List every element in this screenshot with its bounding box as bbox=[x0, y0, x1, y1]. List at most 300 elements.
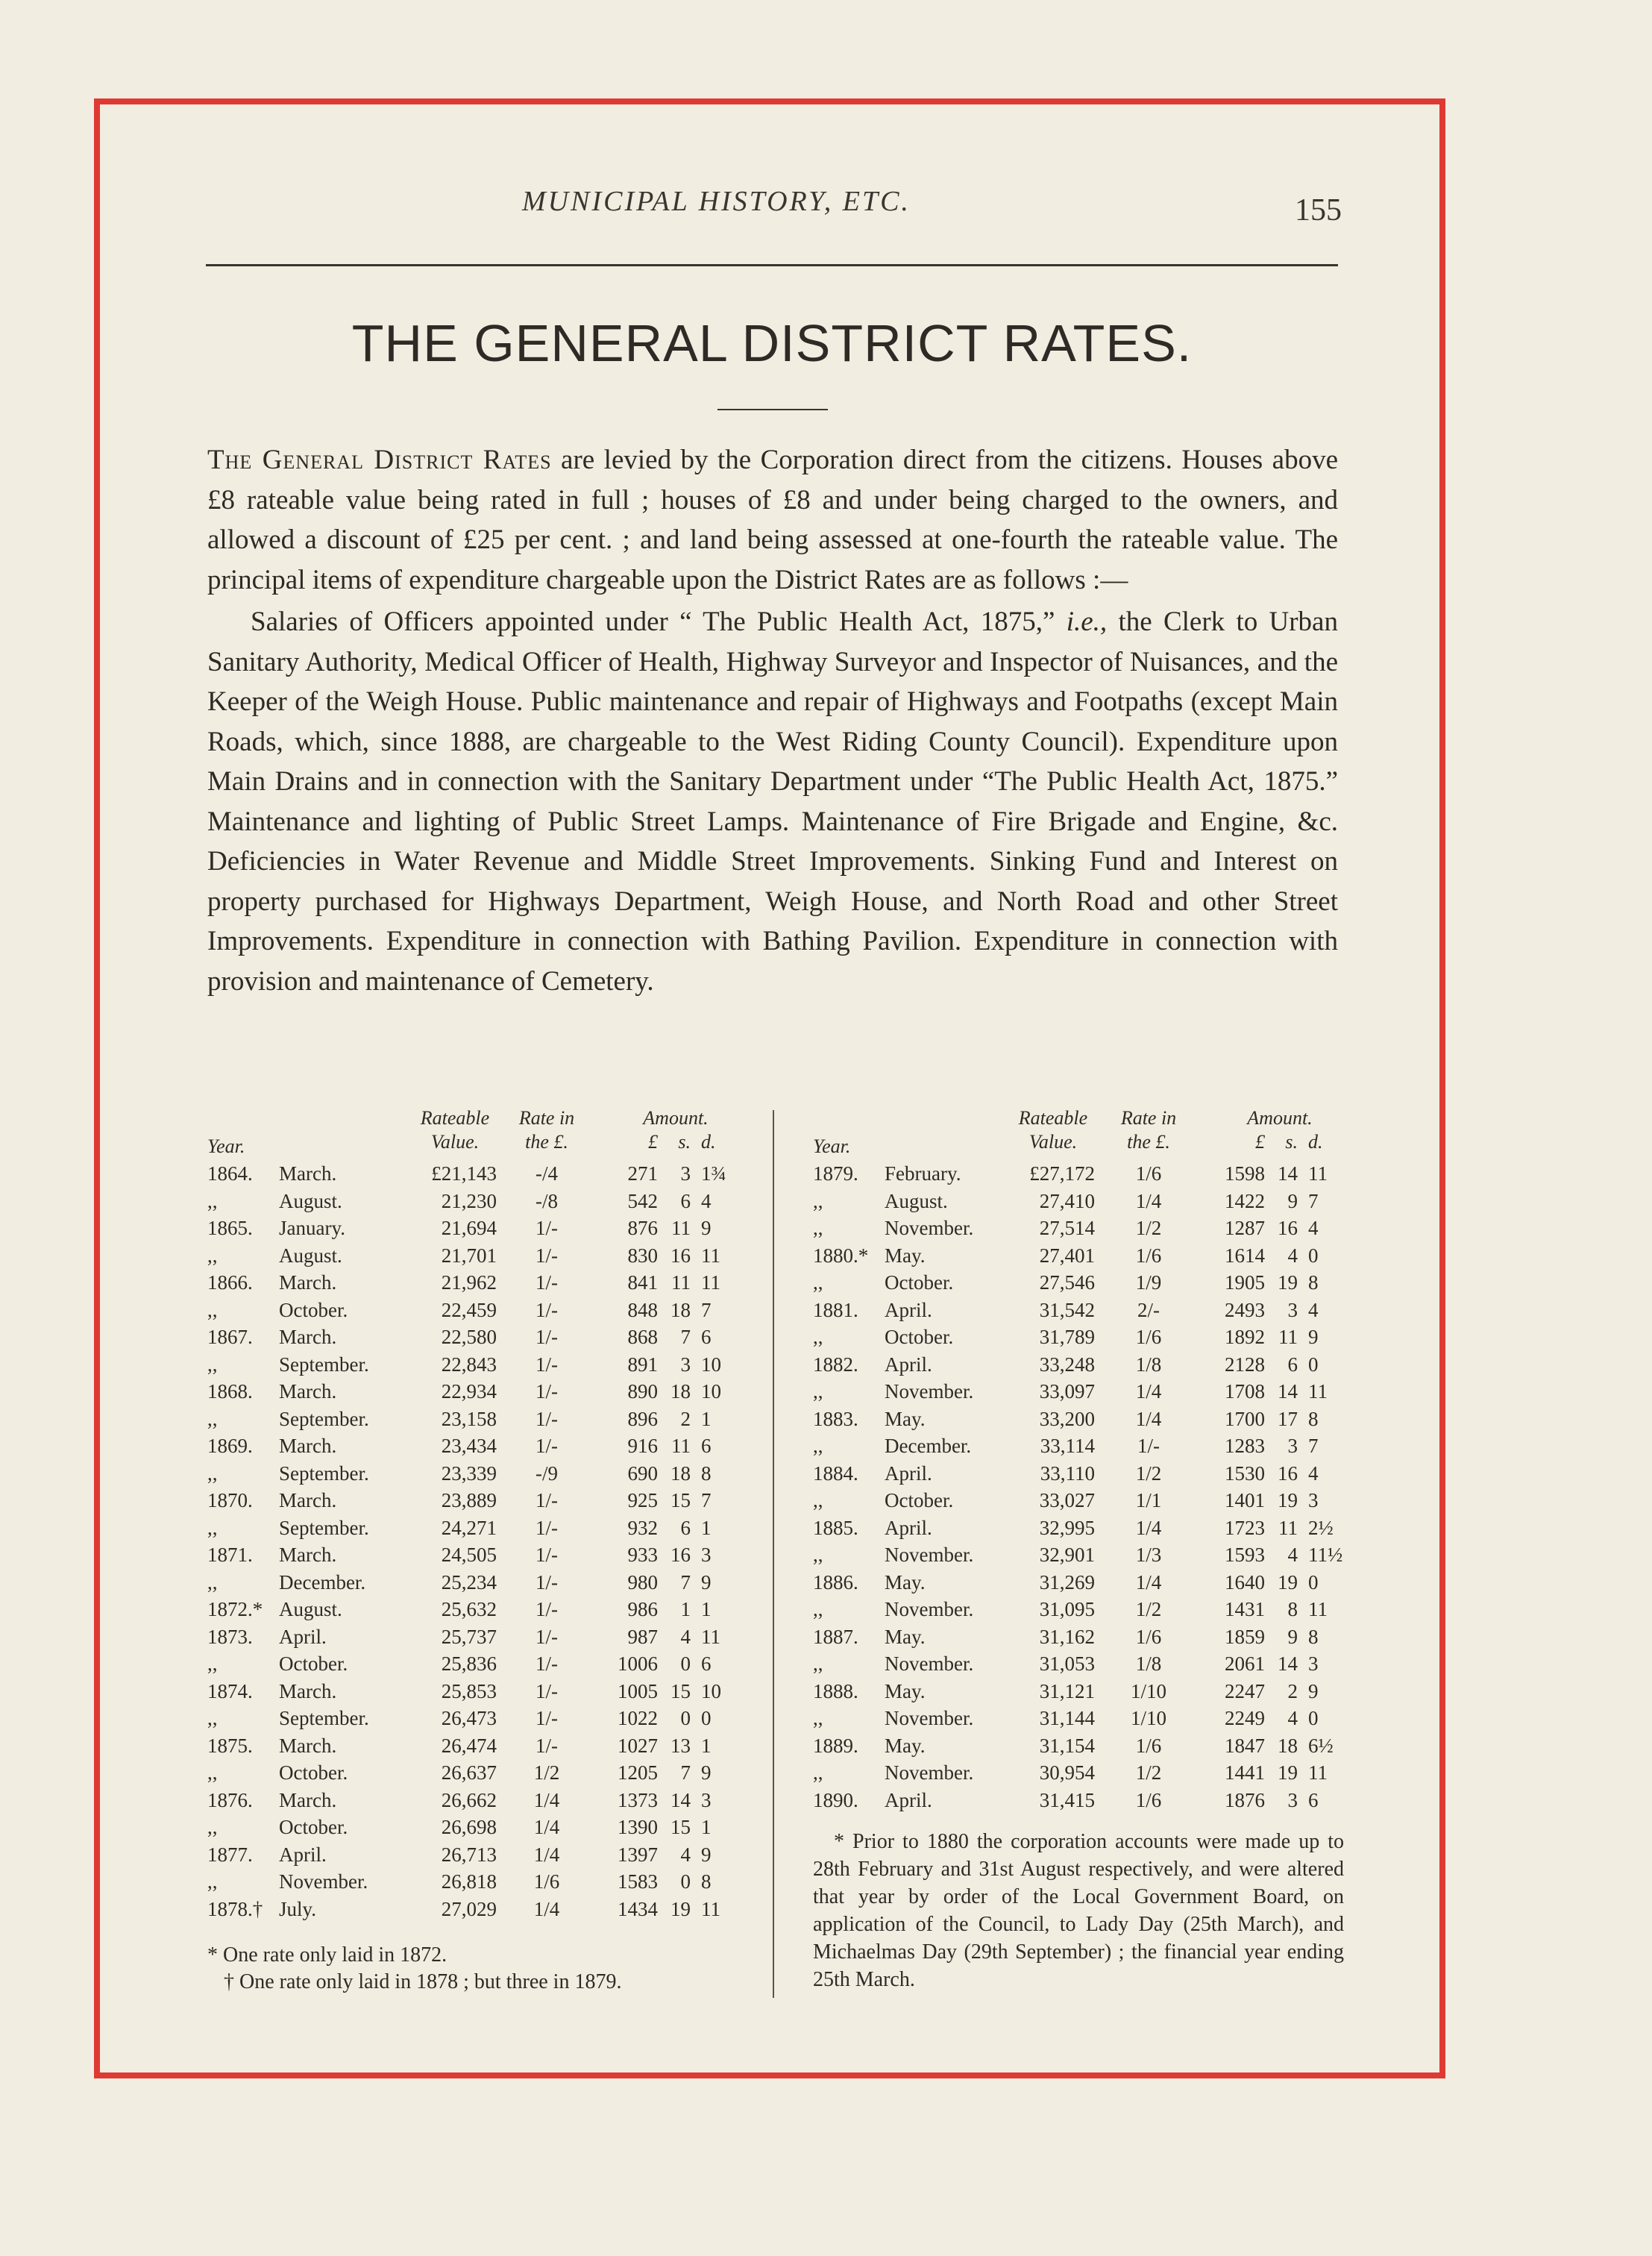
cell-shillings: 11 bbox=[1278, 1516, 1298, 1539]
header-amount: Amount. bbox=[1247, 1107, 1313, 1129]
cell-pounds: 1593 bbox=[1225, 1544, 1265, 1566]
cell-pence: 6 bbox=[701, 1652, 712, 1675]
cell-rate: 1/- bbox=[1137, 1435, 1160, 1457]
cell-pence: 7 bbox=[1308, 1435, 1319, 1457]
cell-pence: 11 bbox=[1308, 1761, 1328, 1784]
cell-rateable-value: 22,459 bbox=[441, 1298, 497, 1321]
cell-month: April. bbox=[885, 1298, 932, 1321]
cell-rate: 1/- bbox=[536, 1271, 558, 1294]
cell-month: April. bbox=[885, 1461, 932, 1485]
cell-shillings: 6 bbox=[1287, 1353, 1298, 1376]
cell-rateable-value: 25,632 bbox=[441, 1598, 497, 1620]
cell-year: 1870. bbox=[207, 1489, 253, 1511]
left-footnote-2: † One rate only laid in 1878 ; but three in 1879. bbox=[224, 1970, 622, 1993]
header-the-pound: the £. bbox=[525, 1131, 568, 1153]
cell-shillings: 14 bbox=[1278, 1380, 1298, 1403]
cell-month: August. bbox=[885, 1189, 948, 1212]
cell-pounds: 1397 bbox=[618, 1843, 658, 1866]
cell-shillings: 14 bbox=[670, 1788, 691, 1811]
cell-pence: 11 bbox=[701, 1625, 720, 1648]
cell-rateable-value: £21,143 bbox=[431, 1162, 497, 1185]
cell-rate: 1/8 bbox=[1135, 1652, 1162, 1675]
cell-rateable-value: 25,853 bbox=[441, 1679, 497, 1702]
cell-shillings: 7 bbox=[680, 1761, 691, 1784]
cell-pounds: 868 bbox=[627, 1326, 658, 1348]
cell-shillings: 14 bbox=[1278, 1162, 1298, 1185]
cell-pence: 6 bbox=[701, 1435, 712, 1457]
cell-rateable-value: 24,271 bbox=[441, 1516, 497, 1539]
cell-month: November. bbox=[885, 1598, 974, 1620]
cell-pence: 6 bbox=[1308, 1788, 1319, 1811]
cell-month: October. bbox=[279, 1816, 348, 1838]
cell-rate: 1/- bbox=[536, 1625, 558, 1648]
table-row bbox=[207, 1571, 744, 1599]
table-row bbox=[813, 1652, 1350, 1680]
cell-rate: 1/4 bbox=[533, 1788, 560, 1811]
cell-year: 1869. bbox=[207, 1435, 253, 1457]
cell-year: ,, bbox=[813, 1652, 823, 1675]
title-rule bbox=[717, 409, 828, 410]
cell-rate: 1/2 bbox=[1135, 1761, 1162, 1784]
cell-pence: 11 bbox=[701, 1271, 720, 1294]
cell-year: ,, bbox=[207, 1761, 218, 1784]
cell-pence: 9 bbox=[701, 1761, 712, 1784]
cell-month: March. bbox=[279, 1544, 337, 1566]
cell-month: March. bbox=[279, 1734, 337, 1757]
cell-rateable-value: 32,995 bbox=[1039, 1516, 1095, 1539]
cell-rateable-value: 30,954 bbox=[1039, 1761, 1095, 1784]
table-row bbox=[813, 1299, 1350, 1326]
cell-pence: 1 bbox=[701, 1598, 712, 1620]
cell-pounds: 1422 bbox=[1225, 1189, 1265, 1212]
cell-shillings: 15 bbox=[670, 1816, 691, 1838]
cell-month: May. bbox=[885, 1679, 926, 1702]
cell-rate: -/9 bbox=[536, 1461, 558, 1485]
cell-year: 1879. bbox=[813, 1162, 858, 1185]
cell-rate: 1/6 bbox=[1135, 1788, 1162, 1811]
cell-pence: 6 bbox=[701, 1326, 712, 1348]
page-number: 155 bbox=[1295, 193, 1342, 228]
cell-rateable-value: 27,546 bbox=[1039, 1271, 1095, 1294]
cell-rateable-value: 27,401 bbox=[1039, 1244, 1095, 1267]
cell-pence: 11 bbox=[701, 1897, 720, 1920]
cell-month: November. bbox=[885, 1761, 974, 1784]
cell-year: 1875. bbox=[207, 1734, 253, 1757]
table-row bbox=[813, 1244, 1350, 1272]
table-row bbox=[207, 1735, 744, 1762]
cell-month: May. bbox=[885, 1625, 926, 1648]
cell-rate: 1/6 bbox=[1135, 1326, 1162, 1348]
table-row bbox=[813, 1190, 1350, 1218]
cell-pounds: 1847 bbox=[1225, 1734, 1265, 1757]
cell-rateable-value: 23,434 bbox=[441, 1435, 497, 1457]
cell-shillings: 4 bbox=[1287, 1544, 1298, 1566]
cell-year: ,, bbox=[813, 1326, 823, 1348]
cell-shillings: 16 bbox=[670, 1244, 691, 1267]
cell-rate: 1/10 bbox=[1130, 1679, 1166, 1702]
cell-year: ,, bbox=[813, 1380, 823, 1403]
cell-shillings: 16 bbox=[1278, 1461, 1298, 1485]
cell-rateable-value: 31,162 bbox=[1039, 1625, 1095, 1648]
cell-month: March. bbox=[279, 1489, 337, 1511]
cell-pounds: 1892 bbox=[1225, 1326, 1265, 1348]
cell-year: 1887. bbox=[813, 1625, 858, 1648]
cell-pounds: 271 bbox=[627, 1162, 658, 1185]
cell-rateable-value: 26,698 bbox=[441, 1816, 497, 1838]
cell-month: November. bbox=[885, 1707, 974, 1729]
cell-pounds: 1905 bbox=[1225, 1271, 1265, 1294]
cell-pence: 0 bbox=[701, 1707, 712, 1729]
cell-rate: -/4 bbox=[536, 1162, 558, 1185]
cell-month: December. bbox=[279, 1570, 366, 1594]
cell-month: November. bbox=[279, 1870, 368, 1893]
cell-pence: 3 bbox=[701, 1788, 712, 1811]
cell-shillings: 9 bbox=[1287, 1189, 1298, 1212]
cell-pounds: 1205 bbox=[618, 1761, 658, 1784]
table-row bbox=[813, 1598, 1350, 1626]
table-row bbox=[207, 1544, 744, 1571]
cell-month: September. bbox=[279, 1461, 369, 1485]
cell-year: ,, bbox=[207, 1570, 218, 1594]
cell-year: 1883. bbox=[813, 1407, 858, 1430]
cell-shillings: 19 bbox=[1278, 1761, 1298, 1784]
cell-rate: 1/- bbox=[536, 1598, 558, 1620]
cell-rate: 1/- bbox=[536, 1407, 558, 1430]
cell-pounds: 1598 bbox=[1225, 1162, 1265, 1185]
cell-rateable-value: 24,505 bbox=[441, 1544, 497, 1566]
cell-rate: 1/- bbox=[536, 1570, 558, 1594]
cell-pounds: 1373 bbox=[618, 1788, 658, 1811]
running-head: MUNICIPAL HISTORY, ETC. bbox=[522, 186, 911, 217]
cell-month: November. bbox=[885, 1380, 974, 1403]
cell-rateable-value: 27,514 bbox=[1039, 1217, 1095, 1239]
table-row bbox=[813, 1707, 1350, 1735]
cell-rateable-value: 25,836 bbox=[441, 1652, 497, 1675]
cell-rate: 1/6 bbox=[1135, 1625, 1162, 1648]
cell-rate: 1/4 bbox=[533, 1897, 560, 1920]
cell-year: ,, bbox=[207, 1244, 218, 1267]
cell-shillings: 3 bbox=[680, 1162, 691, 1185]
intro-p2-text-a: Salaries of Officers appointed under “ The Public Health Act, 1875,” bbox=[251, 607, 1067, 637]
cell-rateable-value: 31,269 bbox=[1039, 1570, 1095, 1594]
cell-year: 1866. bbox=[207, 1271, 253, 1294]
cell-month: March. bbox=[279, 1271, 337, 1294]
cell-rate: 1/- bbox=[536, 1679, 558, 1702]
cell-month: May. bbox=[885, 1244, 926, 1267]
cell-month: April. bbox=[885, 1516, 932, 1539]
cell-rate: 1/10 bbox=[1130, 1707, 1166, 1729]
cell-rateable-value: 33,027 bbox=[1039, 1489, 1095, 1511]
cell-rate: 1/4 bbox=[1135, 1407, 1162, 1430]
cell-month: October. bbox=[885, 1489, 954, 1511]
table-row bbox=[813, 1435, 1350, 1462]
table-row bbox=[813, 1408, 1350, 1435]
cell-shillings: 8 bbox=[1287, 1598, 1298, 1620]
cell-rateable-value: 32,901 bbox=[1039, 1544, 1095, 1566]
cell-pounds: 1401 bbox=[1225, 1489, 1265, 1511]
cell-pounds: 1005 bbox=[618, 1679, 658, 1702]
cell-pence: 3 bbox=[701, 1544, 712, 1566]
cell-rateable-value: 21,694 bbox=[441, 1217, 497, 1239]
cell-rateable-value: 26,473 bbox=[441, 1707, 497, 1729]
cell-shillings: 2 bbox=[1287, 1679, 1298, 1702]
table-row bbox=[813, 1162, 1350, 1190]
cell-shillings: 15 bbox=[670, 1679, 691, 1702]
cell-shillings: 19 bbox=[1278, 1271, 1298, 1294]
header-shillings: s. bbox=[678, 1131, 691, 1153]
cell-year: ,, bbox=[207, 1189, 218, 1212]
column-divider bbox=[773, 1110, 774, 1998]
table-row bbox=[207, 1761, 744, 1789]
cell-rate: 1/- bbox=[536, 1544, 558, 1566]
cell-pence: 0 bbox=[1308, 1244, 1319, 1267]
cell-month: October. bbox=[279, 1761, 348, 1784]
cell-pounds: 1287 bbox=[1225, 1217, 1265, 1239]
cell-month: December. bbox=[885, 1435, 972, 1457]
cell-month: February. bbox=[885, 1162, 961, 1185]
cell-rate: 2/- bbox=[1137, 1298, 1160, 1321]
cell-rate: 1/4 bbox=[1135, 1380, 1162, 1403]
header-year: Year. bbox=[813, 1135, 851, 1157]
cell-month: March. bbox=[279, 1679, 337, 1702]
cell-shillings: 13 bbox=[670, 1734, 691, 1757]
cell-year: 1886. bbox=[813, 1570, 858, 1594]
cell-month: September. bbox=[279, 1407, 369, 1430]
cell-year: ,, bbox=[207, 1461, 218, 1485]
cell-rateable-value: 31,542 bbox=[1039, 1298, 1095, 1321]
cell-rate: 1/6 bbox=[1135, 1734, 1162, 1757]
cell-year: 1882. bbox=[813, 1353, 858, 1376]
cell-rate: -/8 bbox=[536, 1189, 558, 1212]
cell-pounds: 986 bbox=[627, 1598, 658, 1620]
cell-year: ,, bbox=[207, 1298, 218, 1321]
table-row bbox=[207, 1789, 744, 1817]
header-rate-in: Rate in bbox=[1120, 1107, 1177, 1129]
header-shillings: s. bbox=[1285, 1131, 1298, 1153]
cell-pence: 9 bbox=[1308, 1326, 1319, 1348]
table-row bbox=[207, 1870, 744, 1898]
cell-pence: 0 bbox=[1308, 1570, 1319, 1594]
cell-pounds: 1723 bbox=[1225, 1516, 1265, 1539]
cell-pounds: 1390 bbox=[618, 1816, 658, 1838]
table-row bbox=[207, 1326, 744, 1353]
cell-year: 1877. bbox=[207, 1843, 253, 1866]
cell-pounds: 1431 bbox=[1225, 1598, 1265, 1620]
cell-pounds: 2493 bbox=[1225, 1298, 1265, 1321]
cell-pounds: 1530 bbox=[1225, 1461, 1265, 1485]
cell-month: April. bbox=[885, 1788, 932, 1811]
cell-pounds: 876 bbox=[627, 1217, 658, 1239]
cell-shillings: 6 bbox=[680, 1189, 691, 1212]
cell-year: 1880.* bbox=[813, 1244, 869, 1267]
header-rateable: Rateable bbox=[1018, 1107, 1088, 1129]
cell-year: 1885. bbox=[813, 1516, 858, 1539]
cell-pence: 8 bbox=[1308, 1625, 1319, 1648]
cell-shillings: 9 bbox=[1287, 1625, 1298, 1648]
table-row bbox=[207, 1162, 744, 1190]
cell-month: October. bbox=[885, 1326, 954, 1348]
table-row bbox=[207, 1462, 744, 1490]
cell-year: ,, bbox=[813, 1707, 823, 1729]
cell-pounds: 830 bbox=[627, 1244, 658, 1267]
header-rule bbox=[206, 264, 1338, 266]
header-rate-in: Rate in bbox=[518, 1107, 575, 1129]
cell-shillings: 11 bbox=[671, 1217, 691, 1239]
cell-pence: 7 bbox=[701, 1489, 712, 1511]
table-row bbox=[813, 1761, 1350, 1789]
cell-year: 1871. bbox=[207, 1544, 253, 1566]
cell-rateable-value: 33,200 bbox=[1039, 1407, 1095, 1430]
cell-year: 1876. bbox=[207, 1788, 253, 1811]
cell-rateable-value: 23,889 bbox=[441, 1489, 497, 1511]
lead-small-caps: The General District Rates bbox=[207, 445, 552, 475]
cell-pounds: 1859 bbox=[1225, 1625, 1265, 1648]
cell-rateable-value: 31,415 bbox=[1039, 1788, 1095, 1811]
cell-year: 1865. bbox=[207, 1217, 253, 1239]
cell-shillings: 18 bbox=[670, 1461, 691, 1485]
cell-year: 1878.† bbox=[207, 1897, 263, 1920]
cell-pence: 4 bbox=[701, 1189, 712, 1212]
table-row bbox=[813, 1462, 1350, 1490]
cell-year: 1872.* bbox=[207, 1598, 263, 1620]
cell-rate: 1/1 bbox=[1135, 1489, 1162, 1511]
cell-shillings: 3 bbox=[680, 1353, 691, 1376]
cell-pence: 8 bbox=[701, 1870, 712, 1893]
cell-month: August. bbox=[279, 1244, 342, 1267]
cell-rateable-value: 21,230 bbox=[441, 1189, 497, 1212]
cell-shillings: 2 bbox=[680, 1407, 691, 1430]
cell-shillings: 4 bbox=[680, 1625, 691, 1648]
cell-rate: 1/- bbox=[536, 1244, 558, 1267]
cell-shillings: 18 bbox=[1278, 1734, 1298, 1757]
header-pounds: £ bbox=[648, 1131, 658, 1153]
intro-p2-text-b: the Clerk to Urban Sanitary Authority, Medical Officer of Health, Highway Surveyor and Inspector of Nuisances, and the Keeper of the Weigh House. Public maintenance and repair of Highways and Footpaths (except Main Roads, which, since 1888, are chargeable to the West Riding County Council). Expenditure upon Main Drains and in connection with the Sanitary Department under “The Public Health Act, 1875.” Maintenance and lighting of Public Street Lamps. Maintenance of Fire Brigade and Engine, &c. Deficiencies in Water Revenue and Middle Street Improvements. Sinking Fund and Interest on property purchased for Highways Department, Weigh House, and North Road and other Street Improvements. Expenditure in connection with Bathing Pavilion. Expenditure in connection with provision and maintenance of Cemetery. bbox=[207, 607, 1338, 997]
cell-pounds: 841 bbox=[627, 1271, 658, 1294]
cell-rate: 1/- bbox=[536, 1707, 558, 1729]
cell-year: ,, bbox=[207, 1407, 218, 1430]
cell-shillings: 4 bbox=[680, 1843, 691, 1866]
cell-pence: 3 bbox=[1308, 1652, 1319, 1675]
cell-shillings: 3 bbox=[1287, 1788, 1298, 1811]
table-row bbox=[813, 1271, 1350, 1299]
table-row bbox=[813, 1326, 1350, 1353]
table-row bbox=[207, 1244, 744, 1272]
cell-shillings: 18 bbox=[670, 1380, 691, 1403]
cell-pence: 7 bbox=[701, 1298, 712, 1321]
table-row bbox=[813, 1544, 1350, 1571]
cell-pounds: 933 bbox=[627, 1544, 658, 1566]
cell-shillings: 3 bbox=[1287, 1298, 1298, 1321]
cell-rate: 1/- bbox=[536, 1516, 558, 1539]
cell-rateable-value: 33,114 bbox=[1040, 1435, 1095, 1457]
cell-year: 1888. bbox=[813, 1679, 858, 1702]
table-row bbox=[813, 1380, 1350, 1408]
cell-pence: 1 bbox=[701, 1516, 712, 1539]
intro-p2-ie: i.e., bbox=[1066, 607, 1108, 637]
cell-shillings: 0 bbox=[680, 1870, 691, 1893]
cell-pounds: 2249 bbox=[1225, 1707, 1265, 1729]
intro-p1-text: are levied by the Corporation direct from the citizens. Houses above £8 rateable value being rated in full ; houses of £8 and under being charged to the owners, and allowed a discount of £25 per cent. ; and land being assessed at one-fourth the rateable value. The principal items of expenditure chargeable upon the District Rates are as follows :— bbox=[207, 445, 1338, 595]
cell-pence: 11 bbox=[1308, 1598, 1328, 1620]
cell-pounds: 896 bbox=[627, 1407, 658, 1430]
cell-year: 1884. bbox=[813, 1461, 858, 1485]
cell-month: March. bbox=[279, 1788, 337, 1811]
cell-shillings: 4 bbox=[1287, 1707, 1298, 1729]
cell-pence: 0 bbox=[1308, 1353, 1319, 1376]
cell-year: ,, bbox=[813, 1271, 823, 1294]
cell-month: July. bbox=[279, 1897, 317, 1920]
cell-pence: 8 bbox=[1308, 1407, 1319, 1430]
cell-pounds: 1027 bbox=[618, 1734, 658, 1757]
cell-rateable-value: 31,121 bbox=[1039, 1679, 1095, 1702]
rates-table-left bbox=[207, 1107, 744, 2002]
cell-year: ,, bbox=[813, 1189, 823, 1212]
cell-year: ,, bbox=[813, 1761, 823, 1784]
table-row bbox=[813, 1626, 1350, 1653]
cell-shillings: 11 bbox=[671, 1271, 691, 1294]
table-row bbox=[207, 1816, 744, 1843]
cell-year: 1867. bbox=[207, 1326, 253, 1348]
table-row bbox=[207, 1626, 744, 1653]
cell-pounds: 1614 bbox=[1225, 1244, 1265, 1267]
cell-shillings: 1 bbox=[680, 1598, 691, 1620]
cell-rateable-value: 23,339 bbox=[441, 1461, 497, 1485]
cell-pence: 6½ bbox=[1308, 1734, 1334, 1757]
cell-rateable-value: 26,818 bbox=[441, 1870, 497, 1893]
cell-rateable-value: 26,474 bbox=[441, 1734, 497, 1757]
cell-rateable-value: 22,934 bbox=[441, 1380, 497, 1403]
cell-pounds: 1022 bbox=[618, 1707, 658, 1729]
table-row bbox=[207, 1380, 744, 1408]
table-row bbox=[207, 1489, 744, 1517]
cell-shillings: 19 bbox=[1278, 1489, 1298, 1511]
cell-month: March. bbox=[279, 1162, 337, 1185]
table-row bbox=[207, 1299, 744, 1326]
cell-rate: 1/- bbox=[536, 1298, 558, 1321]
table-row bbox=[207, 1517, 744, 1544]
cell-shillings: 18 bbox=[670, 1298, 691, 1321]
cell-pence: 1 bbox=[701, 1816, 712, 1838]
cell-pence: 1 bbox=[701, 1734, 712, 1757]
cell-pence: 9 bbox=[701, 1570, 712, 1594]
cell-rate: 1/- bbox=[536, 1353, 558, 1376]
cell-month: October. bbox=[885, 1271, 954, 1294]
table-row bbox=[207, 1408, 744, 1435]
table-row bbox=[207, 1271, 744, 1299]
cell-year: ,, bbox=[207, 1516, 218, 1539]
table-row bbox=[813, 1353, 1350, 1381]
cell-year: ,, bbox=[207, 1816, 218, 1838]
cell-pounds: 2247 bbox=[1225, 1679, 1265, 1702]
intro-paragraph-1 bbox=[207, 440, 1338, 600]
page-title: THE GENERAL DISTRICT RATES. bbox=[351, 314, 1193, 372]
cell-shillings: 11 bbox=[1278, 1326, 1298, 1348]
cell-pounds: 1700 bbox=[1225, 1407, 1265, 1430]
cell-pounds: 690 bbox=[627, 1461, 658, 1485]
cell-rate: 1/- bbox=[536, 1435, 558, 1457]
cell-rateable-value: 27,029 bbox=[441, 1897, 497, 1920]
header-year: Year. bbox=[207, 1135, 245, 1157]
cell-pounds: 542 bbox=[627, 1189, 658, 1212]
cell-rate: 1/- bbox=[536, 1489, 558, 1511]
cell-shillings: 0 bbox=[680, 1652, 691, 1675]
cell-rateable-value: 25,234 bbox=[441, 1570, 497, 1594]
cell-shillings: 14 bbox=[1278, 1652, 1298, 1675]
cell-rate: 1/9 bbox=[1135, 1271, 1162, 1294]
cell-pounds: 891 bbox=[627, 1353, 658, 1376]
cell-pounds: 987 bbox=[627, 1625, 658, 1648]
cell-rateable-value: 26,713 bbox=[441, 1843, 497, 1866]
